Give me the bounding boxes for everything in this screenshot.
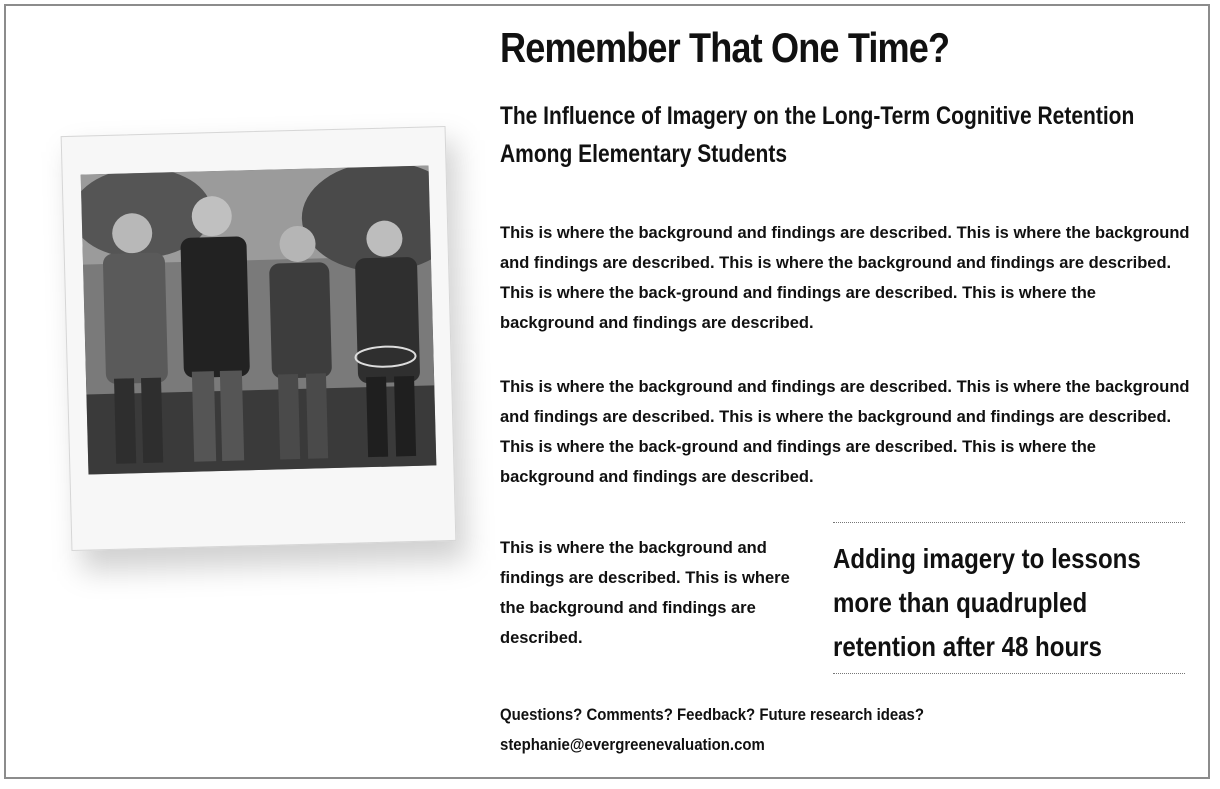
body-paragraph-2: This is where the background and findings are described. This is where the background and findings are described. This is where the background and findings are described. This is where the back-ground and findings are described. This is where the background and findings are described. (500, 378, 1190, 486)
body-paragraph-3: This is where the background and findings are described. This is where the background and findings are described. (500, 539, 790, 647)
contact-email[interactable]: stephanie@evergreenevaluation.com (500, 735, 765, 754)
poster-title: Remember That One Time? (500, 24, 950, 71)
callout-text: Adding imagery to lessons more than quadrupled retention after 48 hours (833, 543, 1141, 662)
children-photo-image (81, 165, 437, 474)
body-paragraph-1: This is where the background and findings are described. This is where the background and findings are described. This is where the background and findings are described. This is where the back-ground and findings are described. This is where the background and findings are described. (500, 224, 1190, 332)
poster-subtitle: The Influence of Imagery on the Long-Term Cognitive Retention Among Elementary Students (500, 102, 1135, 168)
key-finding-callout (833, 522, 1185, 674)
polaroid-photo (61, 126, 457, 551)
contact-prompt: Questions? Comments? Feedback? Future research ideas? (500, 705, 924, 724)
children-photo-illustration (81, 165, 437, 474)
